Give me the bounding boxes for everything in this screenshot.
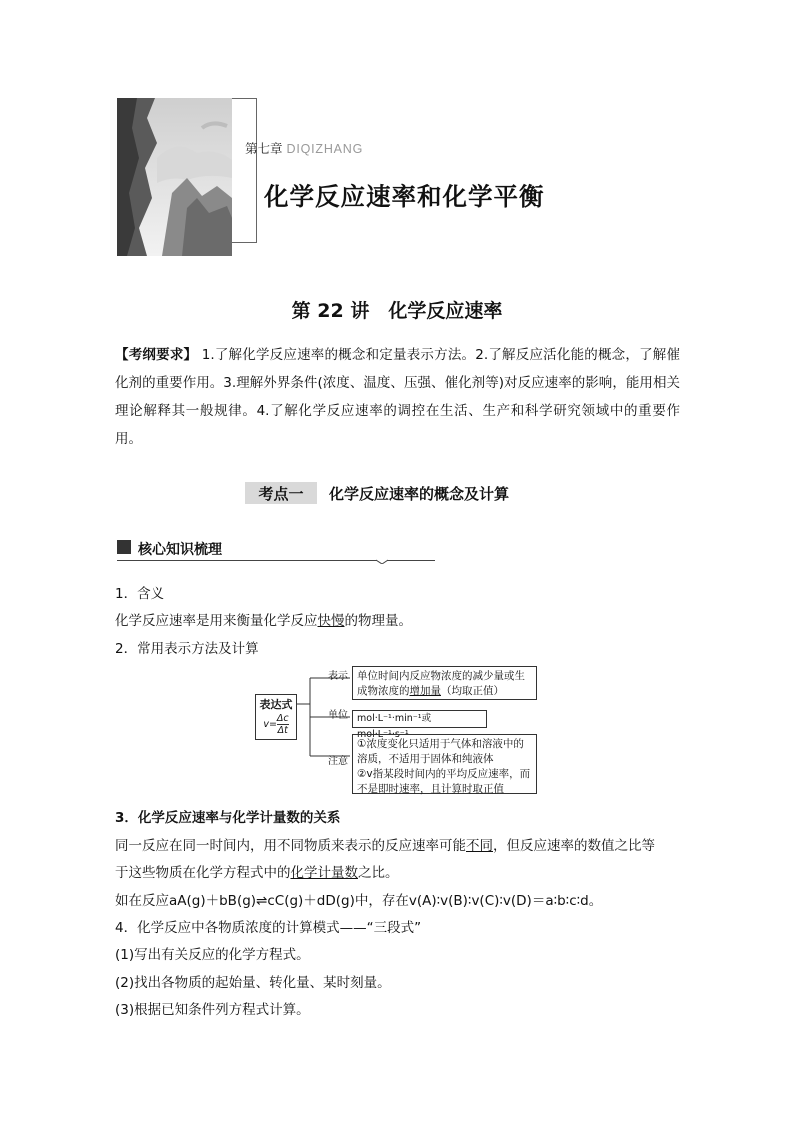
section-2-heading: 2．常用表示方法及计算	[115, 641, 259, 657]
chapter-label	[245, 139, 363, 157]
s3-p1-b: ，但反应速率的数值之比等	[493, 838, 655, 854]
section-3-line-2	[115, 861, 399, 881]
chapter-pinyin: DIQIZHANG	[286, 142, 364, 156]
requirements-paragraph	[115, 341, 680, 453]
meaning-text-a: 单位时间内反应物浓度的减少量或生成物浓度的	[357, 670, 525, 697]
core-rule-notch-icon	[376, 556, 388, 564]
expression-box	[255, 694, 297, 740]
note-2: ②v指某段时间内的平均反应速率，而不是即时速率，且计算时取正值	[357, 768, 531, 795]
requirements-tag: 【考纲要求】	[115, 347, 198, 363]
s3-p2-underlined: 化学计量数	[290, 865, 358, 881]
section-4-step-1: (1)写出有关反应的化学方程式。	[115, 947, 310, 963]
s3-p2-a: 于这些物质在化学方程式中的	[115, 865, 291, 881]
s3-p2-b: 之比。	[358, 865, 399, 881]
expression-lhs: v=	[263, 719, 277, 730]
section-1-text	[115, 609, 412, 629]
chapter-landscape-image	[117, 98, 232, 256]
expression-title: 表达式	[259, 698, 293, 711]
kaodian-label: 考点一	[258, 485, 304, 503]
rate-expression-diagram	[255, 666, 545, 796]
fraction-denominator: Δt	[277, 725, 288, 736]
lecture-title: 第 22 讲 化学反应速率	[291, 300, 503, 322]
expression-formula	[259, 713, 293, 736]
section-3-heading: 3．化学反应速率与化学计量数的关系	[115, 810, 341, 826]
s3-p1-a: 同一反应在同一时间内，用不同物质来表示的反应速率可能	[115, 838, 466, 854]
s3-p1-underlined: 不同	[466, 838, 493, 854]
requirements-text: 1.了解化学反应速率的概念和定量表示方法。2.了解反应活化能的概念，了解催化剂的重要作用。3.理解外界条件(浓度、温度、压强、催化剂等)对反应速率的影响，能用相关理论解释其一般规律。4.了解化学反应速率的调控在生活、生产和科学研究领域中的重要作用。	[115, 347, 681, 447]
s1-text-a: 化学反应速率是用来衡量化学反应	[115, 613, 318, 629]
s1-text-underlined: 快慢	[317, 613, 345, 629]
meaning-text-b: （均取正值）	[441, 685, 504, 697]
section-3-line-1	[115, 834, 655, 854]
chapter-title: 化学反应速率和化学平衡	[264, 182, 545, 211]
core-section-title: 核心知识梳理	[138, 542, 222, 558]
fraction-numerator: Δc	[276, 713, 289, 724]
section-4-step-3: (3)根据已知条件列方程式计算。	[115, 1002, 310, 1018]
section-1-heading: 1．含义	[115, 586, 165, 602]
label-note: 注意	[328, 756, 348, 767]
label-unit: 单位	[328, 710, 348, 721]
core-section-icon	[117, 540, 131, 554]
expression-fraction	[277, 713, 289, 736]
chapter-number: 第七章	[245, 141, 283, 156]
chapter-frame	[232, 98, 257, 243]
section-4-step-2: (2)找出各物质的起始量、转化量、某时刻量。	[115, 975, 391, 991]
meaning-box	[352, 666, 537, 700]
note-box	[352, 734, 537, 794]
kaodian-title: 化学反应速率的概念及计算	[329, 485, 510, 503]
meaning-text-underlined: 增加量	[409, 685, 441, 697]
section-3-equation: 如在反应aA(g)＋bB(g)⇌cC(g)＋dD(g)中，存在v(A)∶v(B)∶v(C)∶v(D)＝a∶b∶c∶d。	[115, 893, 603, 909]
s1-text-b: 的物理量。	[344, 613, 412, 629]
note-1: ①浓度变化只适用于气体和溶液中的溶质，不适用于固体和纯液体	[357, 738, 524, 765]
section-4-heading: 4．化学反应中各物质浓度的计算模式——“三段式”	[115, 920, 422, 936]
unit-box: mol·L⁻¹·min⁻¹或mol·L⁻¹·s⁻¹	[352, 710, 487, 728]
label-meaning: 表示	[328, 671, 348, 682]
